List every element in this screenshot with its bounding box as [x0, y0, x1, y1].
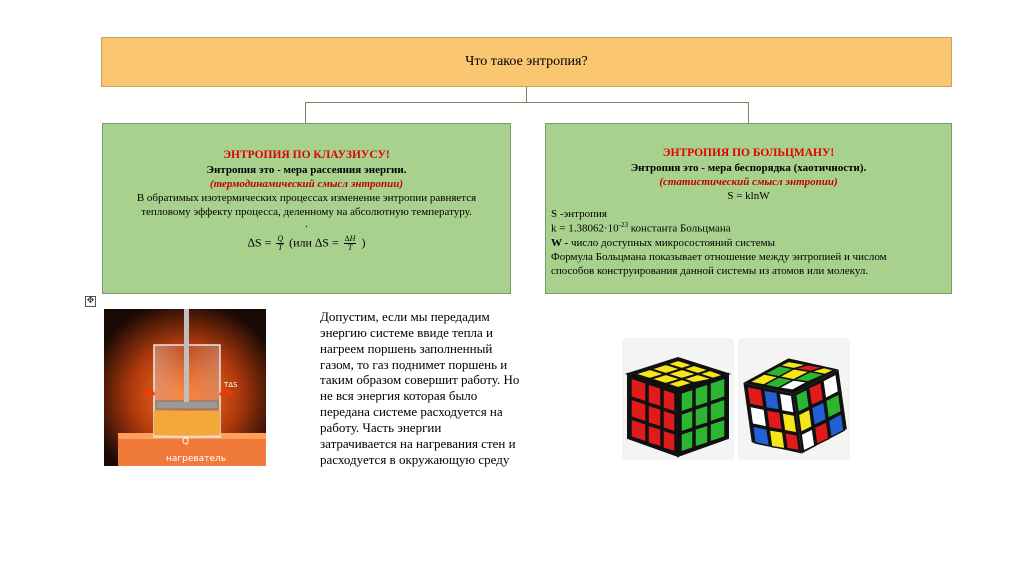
boltzmann-box	[545, 123, 952, 294]
tds-label: T∆S	[224, 381, 238, 389]
connector-vertical-top	[526, 87, 527, 103]
move-handle-icon[interactable]: ✥	[86, 296, 95, 306]
boltzmann-formula: S = klnW	[727, 189, 770, 202]
page-title: Что такое энтропия?	[465, 54, 588, 69]
boltzmann-title: ЭНТРОПИЯ ПО БОЛЬЦМАНУ!	[662, 147, 835, 159]
connector-right-drop	[748, 102, 749, 123]
constant-value: k = 1.38062·10	[551, 222, 619, 235]
title-box	[101, 37, 952, 87]
q-label: Q	[182, 437, 190, 447]
clausius-text-line2: тепловому эффекту процесса, деленному на абсолютную температуру.	[141, 205, 472, 218]
boltzmann-line-s: S -энтропия	[551, 207, 607, 220]
connector-horizontal	[305, 102, 749, 103]
constant-label: константа Больцмана	[627, 222, 731, 235]
boltzmann-line-f1: Формула Больцмана показывает отношение между энтропией и числом	[551, 250, 887, 263]
clausius-dot: .	[305, 218, 308, 231]
formula-lhs: ∆S =	[247, 235, 272, 250]
rubiks-cube-scrambled-image	[738, 338, 850, 460]
fraction-q-over-t	[276, 235, 284, 252]
boltzmann-line-f2: способов конструирования данной системы из атомов или молекул.	[551, 264, 869, 277]
boltzmann-line-w	[551, 236, 951, 250]
clausius-meaning: (термодинамический смысл энтропии)	[209, 177, 404, 190]
formula-end: )	[361, 235, 366, 250]
heater-illustration	[104, 309, 266, 466]
boltzmann-meaning: (статистический смысл энтропии)	[659, 175, 838, 188]
body-paragraph: Допустим, если мы передадим энергию системе ввиде тепла и нагреем поршень заполненный газом, то газ поднимет поршень и таким образом совершит работу. Но не вся энергия которая было передана системе расходуется на работу. Часть энергии затрачивается на нагревания стен и расходуется в окружающую среду	[320, 309, 520, 467]
boltzmann-line-k	[551, 221, 951, 236]
connector-left-drop	[305, 102, 306, 123]
clausius-definition: Энтропия это - мера рассеяния энергии.	[206, 163, 407, 176]
solved-cube-illustration	[622, 338, 734, 460]
boltzmann-definition: Энтропия это - мера беспорядка (хаотичности).	[630, 161, 867, 174]
fraction-dh-over-t	[344, 235, 357, 252]
boltzmann-details	[546, 207, 951, 278]
formula-mid: (или ∆S =	[289, 235, 339, 250]
fraction-numerator: ∆H	[344, 234, 356, 244]
heater-label: нагреватель	[166, 454, 227, 464]
fraction-denominator: T	[347, 243, 353, 253]
w-symbol: W -	[551, 236, 571, 249]
clausius-text-line1: В обратимых изотермических процессах изменение энтропии равняется	[136, 191, 477, 204]
constant-exponent: -23	[618, 221, 628, 230]
fraction-numerator: Q	[277, 234, 284, 244]
clausius-title: ЭНТРОПИЯ ПО КЛАУЗИУСУ!	[223, 149, 390, 161]
w-description: число доступных микросостояний системы	[570, 236, 775, 249]
rubiks-cube-solved-image	[622, 338, 734, 460]
clausius-formula	[103, 235, 510, 252]
fraction-denominator: T	[278, 243, 283, 253]
scrambled-cube-illustration	[738, 338, 850, 460]
clausius-box	[102, 123, 511, 294]
heater-piston-image	[104, 309, 266, 466]
